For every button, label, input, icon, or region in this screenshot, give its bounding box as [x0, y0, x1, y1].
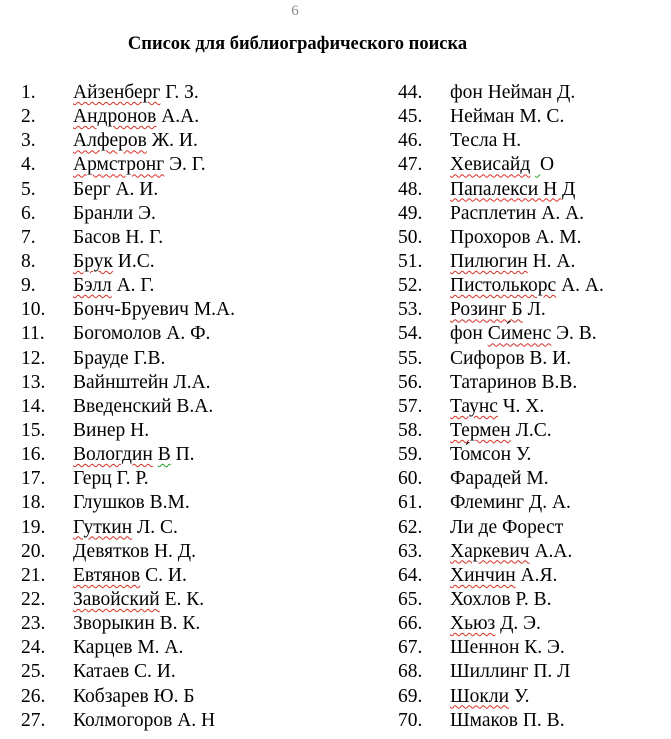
- list-item-number: 63.: [398, 540, 423, 562]
- list-item-name: Девятков Н. Д.: [73, 540, 196, 562]
- list-item-number: 64.: [398, 564, 423, 586]
- list-item-name: Фарадей М.: [450, 468, 549, 490]
- list-item-number: 65.: [398, 588, 423, 610]
- list-item-name: Тесла Н.: [450, 130, 522, 152]
- list-item-name: Харкевич А.А.: [450, 540, 573, 562]
- list-item-name: Вайнштейн Л.А.: [73, 371, 211, 393]
- list-item-name: Катаев С. И.: [73, 661, 176, 683]
- list-item-number: 2.: [21, 106, 36, 128]
- page-title: Список для библиографического поиска: [127, 34, 468, 54]
- list-item-name: Бранли Э.: [73, 202, 156, 224]
- list-item-name: Шокли У.: [450, 685, 530, 707]
- list-item-name: Хьюз Д. Э.: [450, 613, 541, 635]
- list-item-name: Кобзарев Ю. Б: [73, 685, 195, 707]
- list-item-name: Винер Н.: [73, 419, 150, 441]
- list-item-number: 22.: [21, 588, 46, 610]
- list-item-name: Шиллинг П. Л: [450, 661, 571, 683]
- list-item-number: 6.: [21, 202, 36, 224]
- list-item-name: Басов Н. Г.: [73, 226, 164, 248]
- list-item-name: Таунс Ч. Х.: [450, 395, 545, 417]
- list-item-name: Гуткин Л. С.: [73, 516, 178, 538]
- list-item-name: Шеннон К. Э.: [450, 637, 565, 659]
- list-item-number: 12.: [21, 347, 46, 369]
- list-item-name: фон Си́менс Э. В.: [450, 323, 597, 345]
- list-item-number: 26.: [21, 685, 46, 707]
- list-item-name: Флеминг Д. А.: [450, 492, 571, 514]
- list-item-name: Богомолов А. Ф.: [73, 323, 211, 345]
- list-item-number: 59.: [398, 444, 423, 466]
- list-item-number: 16.: [21, 444, 46, 466]
- list-item-number: 67.: [398, 637, 423, 659]
- list-item-name: Берг А. И.: [73, 178, 159, 200]
- list-item-name: Вологдин В П.: [73, 444, 195, 466]
- list-item-number: 62.: [398, 516, 423, 538]
- list-item-number: 69.: [398, 685, 423, 707]
- list-item-name: Хинчин А.Я.: [450, 564, 558, 586]
- list-item-name: Пилюгин Н. А.: [450, 250, 576, 272]
- list-item-number: 56.: [398, 371, 423, 393]
- list-item-number: 21.: [21, 564, 46, 586]
- list-item-number: 49.: [398, 202, 423, 224]
- list-item-number: 66.: [398, 613, 423, 635]
- list-item-number: 8.: [21, 250, 36, 272]
- list-item-number: 53.: [398, 299, 423, 321]
- list-item-number: 23.: [21, 613, 46, 635]
- list-item-name: Хевисайд О: [450, 154, 555, 176]
- page-number: 6: [291, 3, 299, 19]
- list-item-name: Герц Г. Р.: [73, 468, 149, 490]
- list-item-number: 24.: [21, 637, 46, 659]
- list-item-number: 68.: [398, 661, 423, 683]
- list-item-name: Ли де Форест: [450, 516, 564, 538]
- list-item-number: 3.: [21, 130, 36, 152]
- list-item-number: 50.: [398, 226, 423, 248]
- list-item-number: 1.: [21, 82, 36, 103]
- list-item-number: 4.: [21, 154, 36, 176]
- list-item-number: 20.: [21, 540, 46, 562]
- list-item-number: 18.: [21, 492, 46, 514]
- list-item-number: 13.: [21, 371, 46, 393]
- list-item-name: Глушков В.М.: [73, 492, 190, 514]
- list-item-name: Сифоров В. И.: [450, 347, 572, 369]
- list-item-number: 54.: [398, 323, 423, 345]
- list-item-number: 60.: [398, 468, 423, 490]
- list-item-number: 5.: [21, 178, 36, 200]
- list-item-name: Расплетин А. А.: [450, 202, 585, 224]
- list-item-name: Нейман М. С.: [450, 106, 565, 128]
- list-item-number: 7.: [21, 226, 36, 248]
- list-item-name: Пистолькорс А. А.: [450, 275, 604, 297]
- list-item-name: Папалекси Н Д: [450, 178, 576, 200]
- list-item-number: 15.: [21, 419, 46, 441]
- list-item-name: То́мсон У.: [450, 444, 532, 466]
- list-item-number: 52.: [398, 275, 423, 297]
- list-item-name: Евтянов С. И.: [73, 564, 187, 586]
- list-item-name: Татаринов В.В.: [450, 371, 578, 393]
- list-item-number: 57.: [398, 395, 423, 417]
- list-item-name: Термен Л.С.: [450, 419, 552, 441]
- list-item-number: 17.: [21, 468, 46, 490]
- list-item-number: 19.: [21, 516, 46, 538]
- list-item-number: 9.: [21, 275, 36, 297]
- list-item-number: 70.: [398, 709, 423, 731]
- list-item-name: Брук И.С.: [73, 250, 155, 272]
- list-item-number: 44.: [398, 82, 423, 103]
- list-item-name: Завойский Е. К.: [73, 588, 205, 610]
- list-item-number: 55.: [398, 347, 423, 369]
- list-item-number: 10.: [21, 299, 46, 321]
- list-item-number: 48.: [398, 178, 423, 200]
- list-item-name: Алферов Ж. И.: [73, 130, 198, 152]
- list-item-name: Карцев М. А.: [73, 637, 184, 659]
- list-item-number: 25.: [21, 661, 46, 683]
- list-item-name: Колмогоров А. Н: [73, 709, 216, 731]
- list-item-name: Хохлов Р. В.: [450, 588, 552, 610]
- list-item-name: Бэлл А. Г.: [73, 275, 155, 297]
- list-item-number: 58.: [398, 419, 423, 441]
- list-item-number: 61.: [398, 492, 423, 514]
- list-item-name: Шмаков П. В.: [450, 709, 565, 731]
- list-item-name: фон Нейман Д.: [450, 82, 576, 103]
- list-item-name: Айзенберг Г. З.: [73, 82, 199, 103]
- list-item-name: Брауде Г.В.: [73, 347, 166, 369]
- list-item-number: 11.: [21, 323, 45, 345]
- list-item-name: Прохоров А. М.: [450, 226, 582, 248]
- list-item-number: 47.: [398, 154, 423, 176]
- list-item-number: 14.: [21, 395, 46, 417]
- list-item-number: 45.: [398, 106, 423, 128]
- list-item-number: 27.: [21, 709, 46, 731]
- list-item-name: Бонч-Бруевич М.А.: [73, 299, 236, 321]
- list-item-name: Зворыкин В. К.: [73, 613, 201, 635]
- list-item-name: Армстронг Э. Г.: [73, 154, 206, 176]
- list-item-number: 46.: [398, 130, 423, 152]
- list-item-name: Андронов А.А.: [73, 106, 200, 128]
- list-item-name: Введенский В.А.: [73, 395, 214, 417]
- list-item-name: Розинг Б Л.: [450, 299, 546, 321]
- list-item-number: 51.: [398, 250, 423, 272]
